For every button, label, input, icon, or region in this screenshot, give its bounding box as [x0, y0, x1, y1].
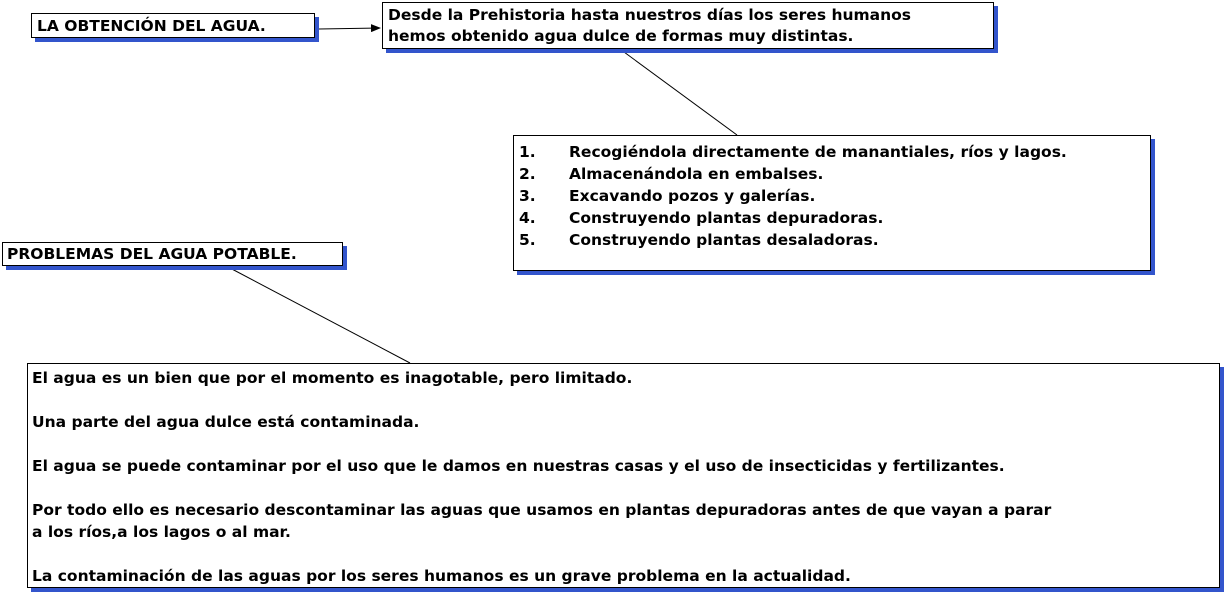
problems-title-box [2, 242, 343, 266]
list-item [519, 185, 1150, 207]
obtencion-title: LA OBTENCIÓN DEL AGUA. [37, 17, 266, 35]
list-item-text: Construyendo plantas depuradoras. [569, 209, 884, 227]
problems-paragraph-3: El agua se puede contaminar por el uso que le damos en nuestras casas y el uso de insecticidas y fertilizantes. [32, 457, 1005, 475]
list-item-text: Almacenándola en embalses. [569, 165, 824, 183]
obtencion-title-box [31, 13, 315, 38]
intro-line-2: hemos obtenido agua dulce de formas muy distintas. [388, 27, 854, 45]
problems-paragraph-2: Una parte del agua dulce está contaminada. [32, 413, 420, 431]
line-intro-to-methods [624, 52, 737, 135]
list-item [519, 207, 1150, 229]
list-item-number: 4. [519, 209, 536, 227]
problems-box [27, 363, 1220, 588]
intro-line-1: Desde la Prehistoria hasta nuestros días los seres humanos [388, 6, 912, 24]
intro-box [382, 2, 994, 49]
list-item [519, 229, 1150, 251]
list-item-text: Construyendo plantas desaladoras. [569, 231, 879, 249]
list-item-number: 5. [519, 231, 536, 249]
problems-paragraph-4-line-1: Por todo ello es necesario descontaminar las aguas que usamos en plantas depuradoras antes de que vayan a parar [32, 501, 1052, 519]
methods-list [519, 141, 1150, 251]
list-item-number: 1. [519, 143, 536, 161]
methods-box [513, 135, 1151, 271]
list-item [519, 163, 1150, 185]
list-item-number: 3. [519, 187, 536, 205]
arrow-obtencion-to-intro [319, 28, 380, 29]
list-item-text: Excavando pozos y galerías. [569, 187, 816, 205]
problems-title: PROBLEMAS DEL AGUA POTABLE. [7, 245, 297, 263]
problems-paragraph-4-line-2: a los ríos,a los lagos o al mar. [32, 523, 291, 541]
line-problems-title-to-problems [230, 268, 410, 363]
list-item-number: 2. [519, 165, 536, 183]
list-item [519, 141, 1150, 163]
problems-paragraph-1: El agua es un bien que por el momento es inagotable, pero limitado. [32, 369, 633, 387]
problems-paragraph-5: La contaminación de las aguas por los seres humanos es un grave problema en la actualidad. [32, 567, 851, 585]
list-item-text: Recogiéndola directamente de manantiales, ríos y lagos. [569, 143, 1067, 161]
